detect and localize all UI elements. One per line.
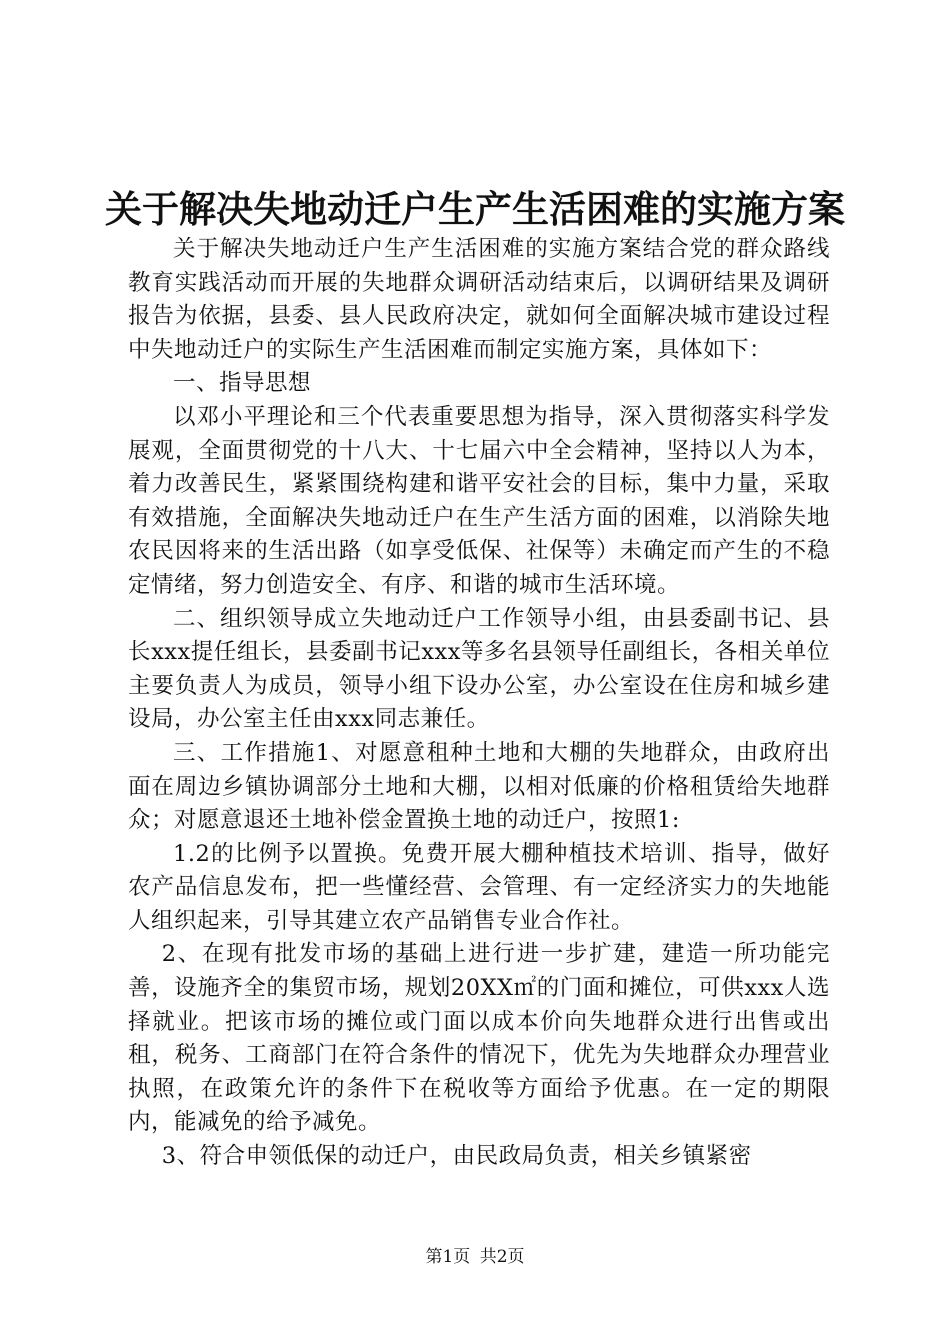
paragraph-guiding-thought: 以邓小平理论和三个代表重要思想为指导，深入贯彻落实科学发展观，全面贯彻党的十八大、十七届六中全会精神，坚持以人为本，着力改善民生，紧紧围绕构建和谐平安社会的目标，集中力量，采取有效措施，全面解决失地动迁户在生产生活方面的困难，以消除失地农民因将来的生活出路（如享受低保、社保等）未确定而产生的不稳定情绪，努力创造安全、有序、和谐的城市生活环境。	[128, 403, 830, 598]
paragraph-measures: 三、工作措施1、对愿意租种土地和大棚的失地群众，由政府出面在周边乡镇协调部分土地和大棚，以相对低廉的价格租赁给失地群众；对愿意退还土地补偿金置换土地的动迁户，按照1:	[128, 739, 830, 834]
paragraph-market: 2、在现有批发市场的基础上进行进一步扩建，建造一所功能完善，设施齐全的集贸市场，规划20XX㎡的门面和摊位，可供xxx人选择就业。把该市场的摊位或门面以成本价向失地群众进行出售或出租，税务、工商部门在符合条件的情况下，优先为失地群众办理营业执照，在政策允许的条件下在税收等方面给予优惠。在一定的期限内，能减免的给予减免。	[128, 941, 830, 1136]
heading-guiding-thought: 一、指导思想	[173, 370, 312, 397]
paragraph-measures-ratio: 1.2的比例予以置换。免费开展大棚种植技术培训、指导，做好农产品信息发布，把一些懂经营、会管理、有一定经济实力的失地能人组织起来，引导其建立农产品销售专业合作社。	[128, 840, 830, 934]
paragraph-low-income: 3、符合申领低保的动迁户，由民政局负责，相关乡镇紧密	[161, 1143, 752, 1170]
paragraph-organization: 二、组织领导成立失地动迁户工作领导小组，由县委副书记、县长xxx提任组长，县委副书记xxx等多名县领导任副组长，各相关单位主要负责人为成员，领导小组下设办公室，办公室设在住房和城乡建设局，办公室主任由xxx同志兼任。	[128, 605, 830, 733]
paragraph-intro: 关于解决失地动迁户生产生活困难的实施方案结合党的群众路线教育实践活动而开展的失地群众调研活动结束后，以调研结果及调研报告为依据，县委、县人民政府决定，就如何全面解决城市建设过程中失地动迁户的实际生产生活困难而制定实施方案，具体如下：	[128, 236, 830, 363]
page-total: 共2页	[479, 1247, 525, 1267]
page-number: 第1页	[425, 1247, 471, 1267]
document-title: 关于解决失地动迁户生产生活困难的实施方案	[105, 188, 845, 231]
page-footer	[0, 1246, 950, 1268]
document-body	[128, 233, 830, 1174]
